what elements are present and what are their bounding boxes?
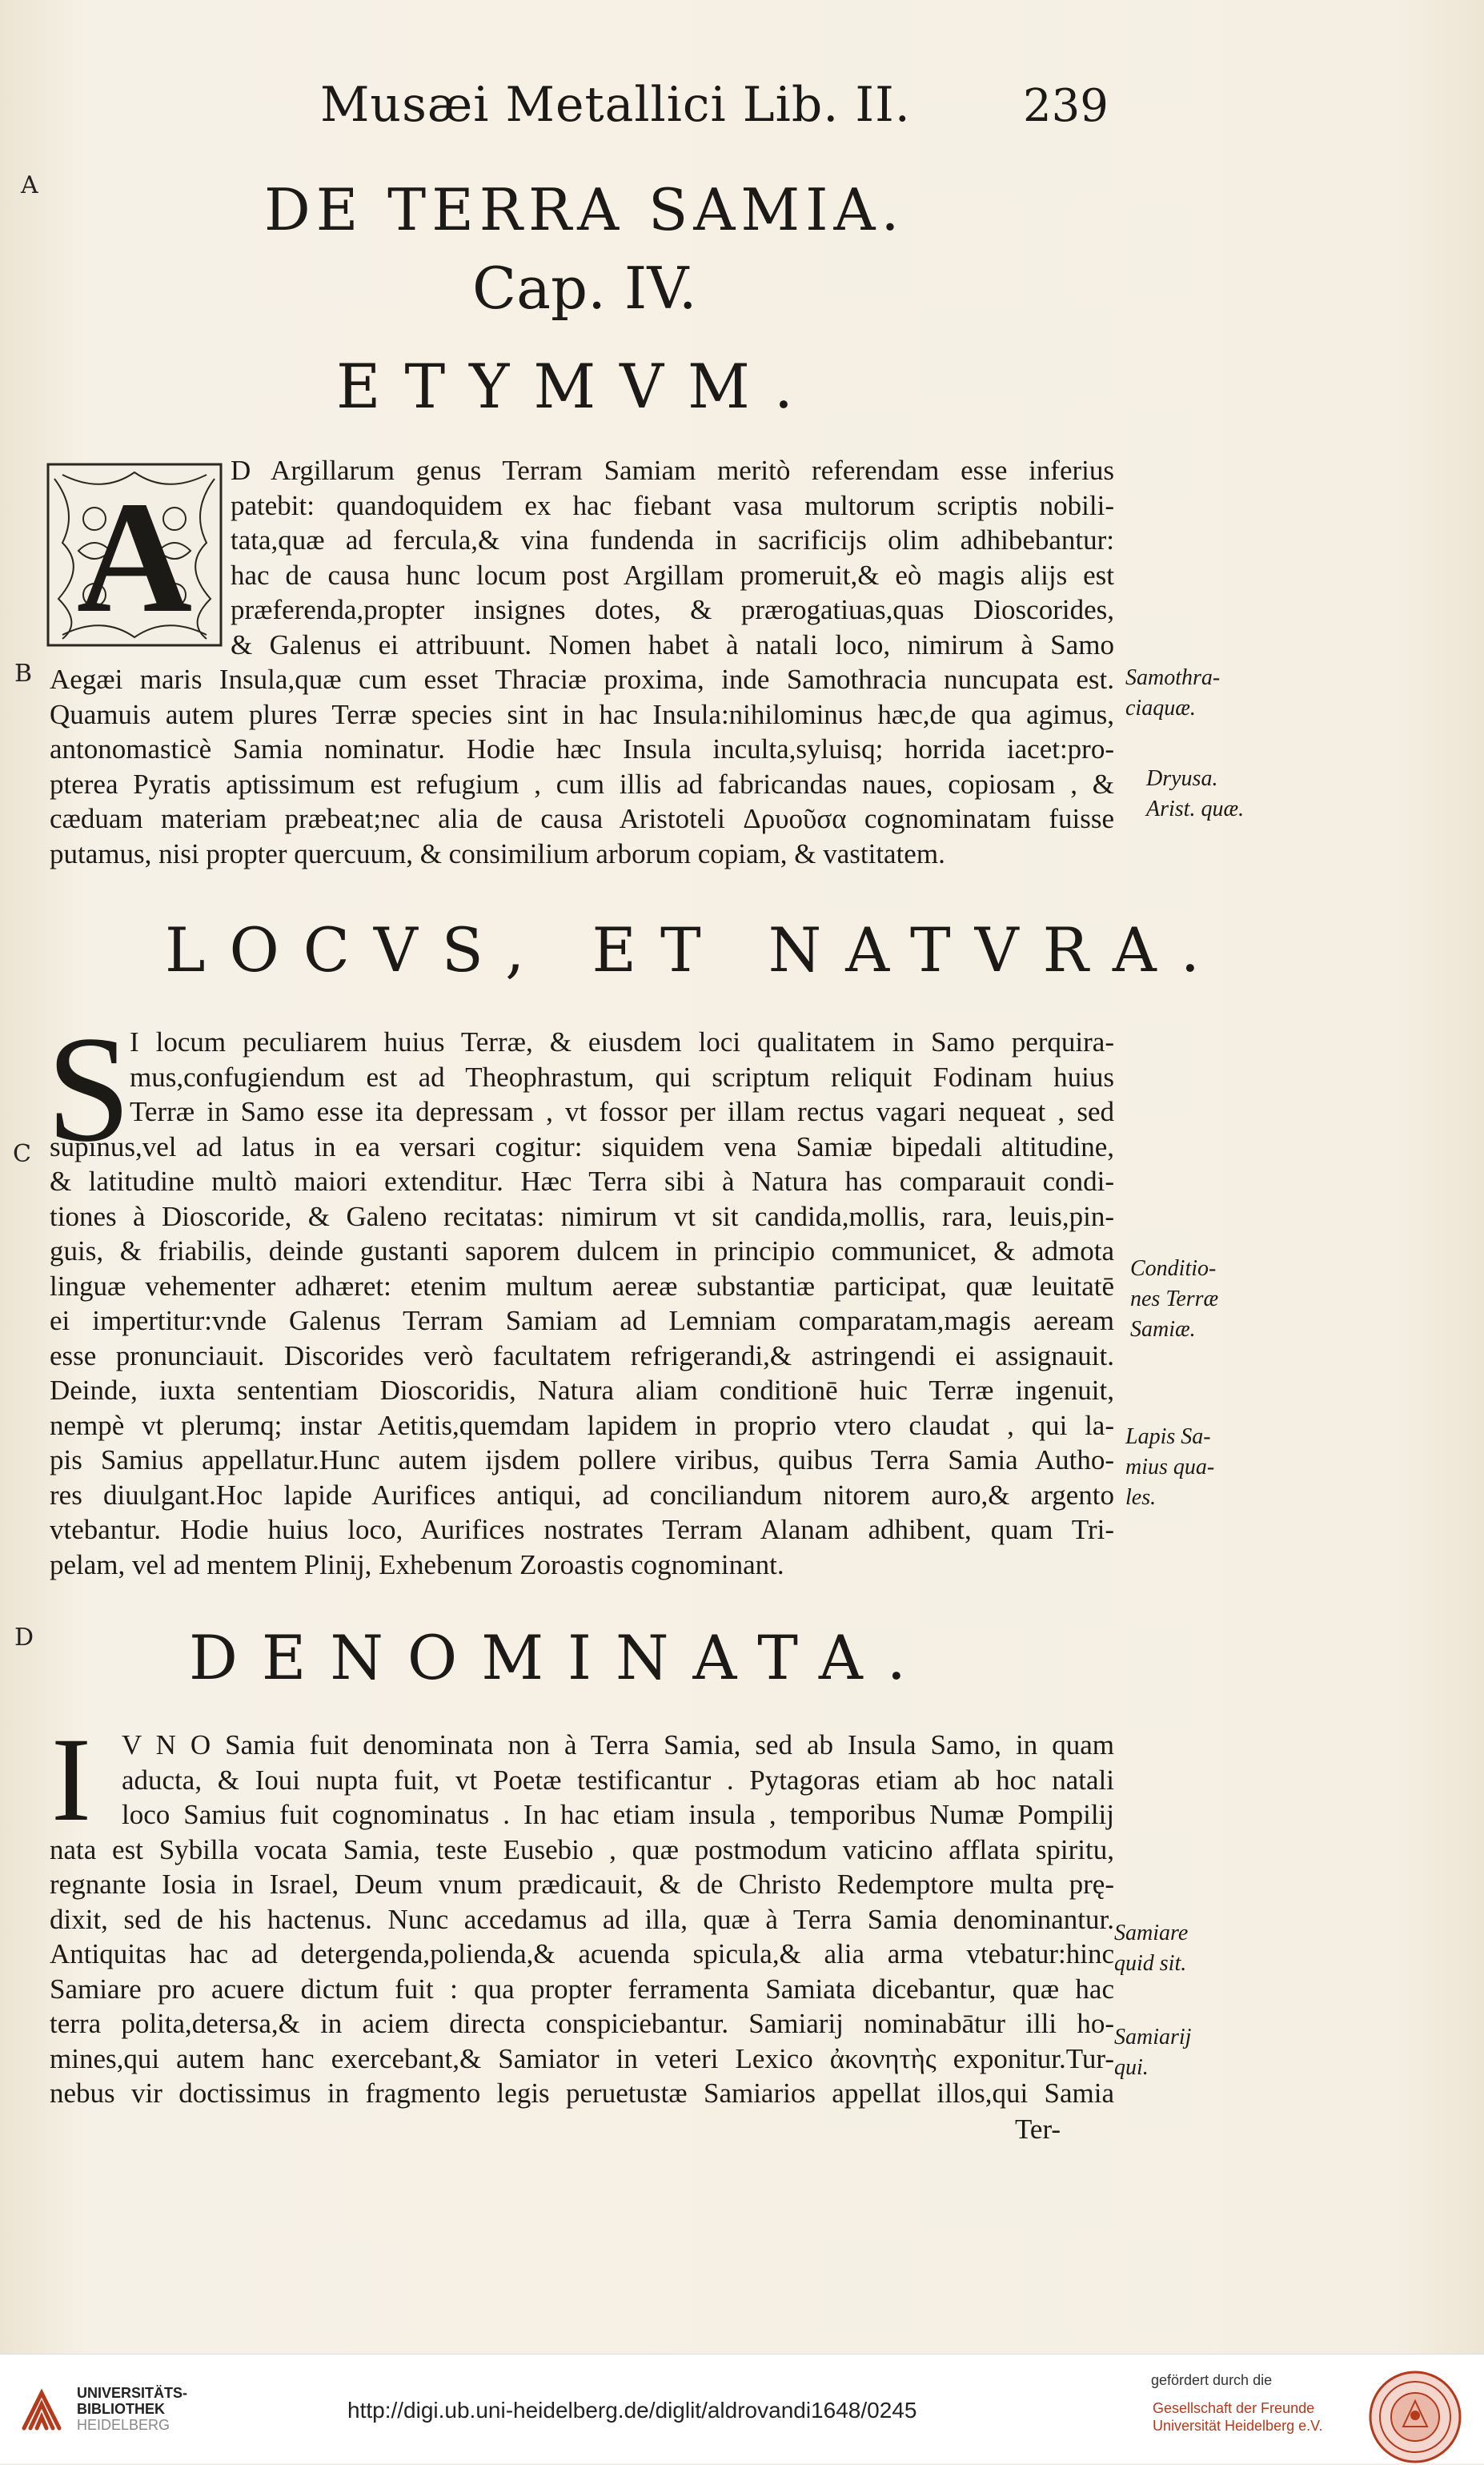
text-line: Antiquitas hac ad detergenda,polienda,& acuenda spicula,& alia arma vtebatur:hinc [50,1938,1114,1969]
section-heading-denominata: DENOMINATA. [189,1622,930,1693]
margin-letter-d: D [14,1624,34,1652]
sponsor-name: Gesellschaft der Freunde Universität Heidelberg e.V. [1153,2400,1323,2434]
text-line: putamus, nisi propter quercuum, & consimilium arborum copiam, & vastitatem. [50,837,945,869]
text-line: nempè vt plerumq; instar Aetitis,quemdam lapidem in proprio vtero claudat , qui la- [50,1409,1114,1441]
initial-letter: A [76,469,193,646]
section-heading-locus: LOCVS, ET NATVRA. [165,914,1224,986]
margin-letter-b: B [14,660,33,688]
text-line: Quamuis autem plures Terræ species sint in hac Insula:nihilominus hæc,de qua agimus, [50,698,1114,730]
text-line: res diuulgant.Hoc lapide Aurifices antiqui, ad conciliandum nitorem auro,& argento [50,1479,1114,1511]
document-url-link[interactable]: http://digi.ub.uni-heidelberg.de/diglit/aldrovandi1648/0245 [347,2398,917,2423]
catchword: Ter- [1015,2114,1061,2145]
text-line: V N O Samia fuit denominata non à Terra Samia, sed ab Insula Samo, in quam [122,1729,1114,1760]
text-line: linguæ vehementer adhæret: etenim multum aereæ substantiæ participat, quæ leuitatē [50,1270,1114,1302]
text-line: nata est Sybilla vocata Samia, teste Eusebio , quæ postmodum vaticino afflata spiritu, [50,1833,1114,1865]
text-line: dixit, sed de his hactenus. Nunc accedamus ad illa, quæ à Terra Samia denominantur. [50,1903,1114,1935]
section-body-locus [50,1025,1114,1582]
footer-bar [0,2354,1484,2463]
text-line: supinus,vel ad latus in ea versari cogitur: siquidem vena Samiæ bipedali altitudine, [50,1130,1114,1162]
running-title: Musæi Metallici Lib. II. [320,77,911,133]
text-line: nebus vir doctissimus in fragmento legis peruetustæ Samiarios appellat illos,qui Samia [50,2078,1114,2109]
scanned-page: Musæi Metallici Lib. II. 239 A B C D DE TERRA SAMIA. Cap. IV. ETYMVM. A D Argillarum genus Terram Samiam meritò referendam esse inferius patebit: quandoquidem ex hac fiebant vasa multorum scriptis nobili- tata,quæ ad fercula,& vina fundenda in sacrificijs olim adhibebantur: hac de causa hunc locum post Argillam promeruit,& eò magis alijs est præferenda,propter insignes dotes, & prærogatiuas,quas Dioscorides, & Galenus ei attribuunt. Nomen habet à natali loco, nimirum à Samo Aegæi maris Insula,quæ cum esset Thraciæ proxima, inde Samothracia nuncupata est. Quamuis autem plures Terræ species sint in hac Insula:nihilominus hæc,de qua agimus, antonomasticè Samia nominatur. Hodie hæc Insula inculta,syluisq; horrida iacet:pro- pterea Pyratis aptissimum est refugium , cum illis ad fabricandas naues, copiosam , & cæduam materiam præbeat;nec alia de causa Aristoteli Δρυοῦσα cognominatam fuisse putamus, nisi propter quercuum, & consimilium arborum copiam, & vastitatem. LOCVS, ET NATVRA. S I locum peculiarem huius Terræ, & eiusdem loci qualitatem in Samo perquira- mus,confugiendum est ad Theophrastum, qui scriptum reliquit Fodinam huius Terræ in Samo esse ita depressam , vt fossor per illam rectus vagari nequeat , sed supinus,vel ad latus in ea versari cogitur: siquidem vena Samiæ bipedali altitudine, & latitudine multò maiori extenditur. Hæc Terra sibi à Natura has comparauit condi- tiones à Dioscoride, & Galeno recitatas: nimirum vt sit candida,mollis, rara, leuis,pin- guis, & friabilis, deinde gustanti saporem dulcem in principio communicet, & admota linguæ vehementer adhæret: etenim multum aereæ substantiæ participat, quæ leuitatē ei impertitur:vnde Galenus Terram Samiam ad Lemniam comparatam,magis aeream esse pronunciauit. Discorides verò facultatem refrigerandi,& astringendi ei assignauit. Deinde, iuxta sententiam Dioscoridis, Natura aliam conditionē huic Terræ ingenuit, nempè vt plerumq; instar Aetitis,quemdam lapidem in proprio vtero claudat , qui la- pis Samius appellatur.Hunc autem ijsdem pollere viribus, quibus Terra Samia Autho- res diuulgant.Hoc lapide Aurifices antiqui, ad conciliandum nitorem auro,& argento vtebantur. Hodie huius loco, Aurifices nostrates Terram Alanam adhibent, quam Tri- pelam, vel ad mentem Plinij, Exhebenum Zoroastis cognominant. DENOMINATA. I V N O Samia fuit denominata non à Terra Samia, sed ab Insula Samo, in quam aducta, & Ioui nupta fuit, vt Poetæ testificantur . Pytagoras etiam ab hoc natali loco Samius fuit cognominatus . In hac etiam insula , temporibus Numæ Pompilij nata est Sybilla vocata Samia, teste Eusebio , quæ postmodum vaticino afflata spiritu, regnante Iosia in Israel, Deum vnum prædicauit, & de Christo Redemptore multa prę- dixit, sed de his hactenus. Nunc accedamus ad illa, quæ à Terra Samia denominantur. Antiquitas hac ad detergenda,polienda,& acuenda spicula,& alia arma vtebatur:hinc Samiare pro acuere dictum fuit : qua propter ferramenta Samiata dicebantur, quæ hac terra polita,detersa,& in aciem directa conspiciebantur. Samiarij nominabātur illi ho- mines,qui autem hanc exercebant,& Samiator in veteri Lexico ἀκονητὴς exponitur.Tur- nebus vir doctissimus in fragmento legis peruetustæ Samiarios appellat illos,qui Samia Ter- Samothra- ciaquæ. Dryusa. Arist. quæ. Conditio- nes Terræ Samiæ. Lapis Sa- mius qua- les. Samiare quid sit. Samiarij qui. [0,0,1484,2354]
section-heading-etymum: ETYMVM. [336,351,818,422]
text-line: ei impertitur:vnde Galenus Terram Samiam ad Lemniam comparatam,magis aeream [50,1305,1114,1336]
marginal-note-samiare: Samiare quid sit. [1114,1921,1189,1976]
text-line: aducta, & Ioui nupta fuit, vt Poetæ testificantur . Pytagoras etiam ab hoc natali [122,1764,1114,1796]
text-line: cæduam materiam præbeat;nec alia de causa Aristoteli Δρυοῦσα cognominatam fuisse [50,803,1114,834]
text-line: Samiare pro acuere dictum fuit : qua propter ferramenta Samiata dicebantur, quæ hac [50,1973,1114,2005]
section-body-etymum [50,453,1114,871]
text-line: præferenda,propter insignes dotes, & prærogatiuas,quas Dioscorides, [231,594,1114,625]
text-line: Aegæi maris Insula,quæ cum esset Thraciæ proxima, inde Samothracia nuncupata est. [50,664,1114,695]
margin-letter-c: C [13,1140,31,1168]
drop-cap-i: I [51,1713,91,1846]
text-line: esse pronunciauit. Discorides verò facultatem refrigerandi,& astringendi ei assignauit. [50,1339,1114,1371]
university-library-logo-icon [18,2387,66,2435]
text-line: hac de causa hunc locum post Argillam promeruit,& eò magis alijs est [231,559,1114,591]
text-line: D Argillarum genus Terram Samiam meritò referendam esse inferius [231,455,1114,486]
section-body-denominata [50,1728,1114,2111]
margin-letter-a: A [21,171,38,199]
drop-cap-s: S [46,1006,131,1174]
text-line: Terræ in Samo esse ita depressam , vt fossor per illam rectus vagari nequeat , sed [130,1096,1114,1127]
marginal-note-conditiones: Conditio- nes Terræ Samiæ. [1130,1256,1219,1342]
text-line: mines,qui autem hanc exercebant,& Samiator in veteri Lexico ἀκονητὴς exponitur.Tur- [50,2042,1114,2074]
text-line: I locum peculiarem huius Terræ, & eiusdem loci qualitatem in Samo perquira- [130,1026,1114,1058]
text-line: & latitudine multò maiori extenditur. Hæc Terra sibi à Natura has comparauit condi- [50,1166,1114,1197]
marginal-note-dryusa: Dryusa. Arist. quæ. [1146,766,1245,821]
text-line: vtebantur. Hodie huius loco, Aurifices nostrates Terram Alanam adhibent, quam Tri- [50,1514,1114,1545]
text-line: pelam, vel ad mentem Plinij, Exhebenum Zoroastis cognominant. [50,1548,784,1580]
text-line: & Galenus ei attribuunt. Nomen habet à natali loco, nimirum à Samo [231,628,1114,660]
university-seal-icon [1367,2369,1463,2465]
text-line: pis Samius appellatur.Hunc autem ijsdem pollere viribus, quibus Terra Samia Autho- [50,1444,1114,1475]
sponsor-label: gefördert durch die [1151,2372,1273,2388]
text-line: loco Samius fuit cognominatus . In hac etiam insula , temporibus Numæ Pompilij [122,1799,1114,1830]
text-line: guis, & friabilis, deinde gustanti saporem dulcem in principio communicet, & admota [50,1235,1114,1267]
text-line: tata,quæ ad fercula,& vina fundenda in sacrificijs olim adhibebantur: [231,524,1114,556]
library-name: UNIVERSITÄTS- BIBLIOTHEK HEIDELBERG [77,2385,188,2433]
text-line: tiones à Dioscoride, & Galeno recitatas: nimirum vt sit candida,mollis, rara, leuis,pin- [50,1200,1114,1232]
page-number: 239 [1023,80,1109,132]
running-header [320,77,1132,141]
text-line: regnante Iosia in Israel, Deum vnum prædicauit, & de Christo Redemptore multa prę- [50,1869,1114,1900]
marginal-note-samothracia: Samothra- ciaquæ. [1125,665,1221,721]
text-line: pterea Pyratis aptissimum est refugium , cum illis ad fabricandas naues, copiosam , & [50,768,1114,800]
text-line: Deinde, iuxta sententiam Dioscoridis, Natura aliam conditionē huic Terræ ingenuit, [50,1375,1114,1406]
text-line: patebit: quandoquidem ex hac fiebant vasa multorum scriptis nobili- [231,489,1114,521]
text-line: mus,confugiendum est ad Theophrastum, qui scriptum reliquit Fodinam huius [130,1061,1114,1093]
chapter-number: Cap. IV. [472,255,697,322]
marginal-note-lapis-samius: Lapis Sa- mius qua- les. [1125,1424,1215,1510]
marginal-note-samiarij: Samiarij qui. [1114,2025,1192,2080]
text-line: terra polita,detersa,& in aciem directa conspiciebantur. Samiarij nominabātur illi ho- [50,2008,1114,2039]
text-line: antonomasticè Samia nominatur. Hodie hæc Insula inculta,syluisq; horrida iacet:pro- [50,733,1114,765]
